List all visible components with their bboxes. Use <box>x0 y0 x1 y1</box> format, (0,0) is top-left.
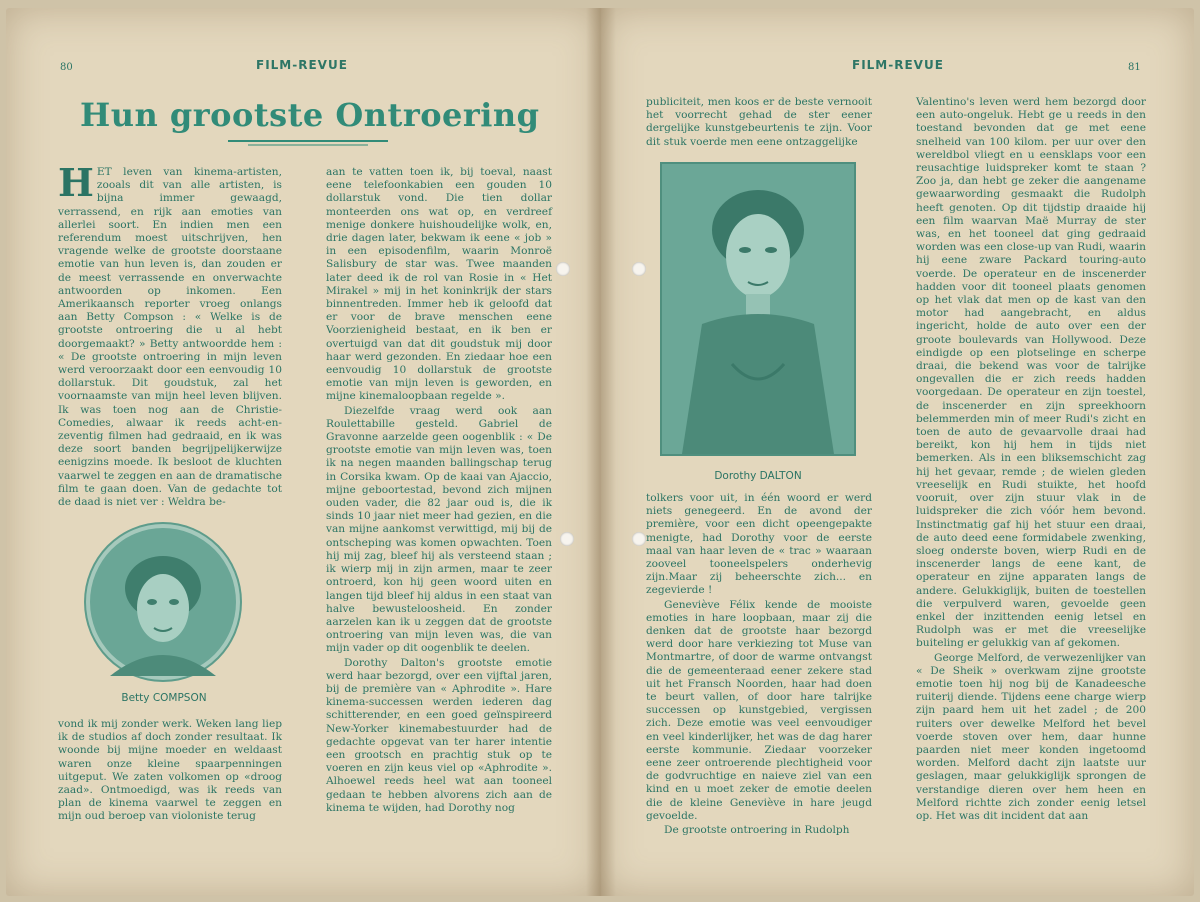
paragraph: Dorothy Dalton's grootste emotie werd haar bezorgd, over een vijftal jaren, bij de première van « Aphrodite ». Hare kinema-successen werden iederen dag schitterender, en een goed geïnspireerd New-Yorker kinemabestuurder had de gedachte opgevat van ter harer intentie een grootsch en prachtig stuk op te voeren en zijn keus viel op «Aphrodite ». Alhoewel reeds heel wat aan tooneel gedaan te hebben alvorens zich aan de kinema te wijden, had Dorothy nog <box>326 656 552 814</box>
drop-cap: H <box>58 160 94 205</box>
paragraph: aan te vatten toen ik, bij toeval, naast eene telefoonkabien een gouden 10 dollarstuk vond. Die tien dollar monteerden ons wat op, en verdreef menige donkere huishoudelijke wolk, en, drie dagen later, bekwam ik eene « job » in een episodenfilm, waarin Monroë Salisbury de star was. Twee maanden later deed ik de rol van Rosie in « Het Mirakel » mij in het koninkrijk der stars binnentreden. Immer heb ik geloofd dat er voor de brave menschen eene Voorzienigheid bestaat, en ik ben er overtuigd van dat dit goudstuk mij door haar werd gezonden. En ziedaar hoe een eenvoudig 10 dollarstuk de grootste emotie van mijn leven is geworden, en mijne kinemaloopbaan regelde ». <box>326 166 552 403</box>
article-title: Hun grootste Ontroering <box>80 96 540 134</box>
left-page-number: 80 <box>60 62 73 73</box>
left-column-1-bottom <box>58 718 282 830</box>
right-column-1-bottom <box>646 492 872 837</box>
right-page-number: 81 <box>1128 62 1141 73</box>
binding-hole <box>556 262 570 276</box>
binding-hole <box>632 262 646 276</box>
paragraph: Valentino's leven werd hem bezorgd door een auto-ongeluk. Hebt ge u reeds in den toestand bevonden dat ge met eene snelheid van 100 kilom. per uur over den wereldbol vliegt en u eensklaps voor een reusachtige luidspreker komt te staan ? Zoo ja, dan hebt ge zeker die aangename gewaarwording gesmaakt die Rudolph heeft genoten. Op dit tijdstip draaide hij een film waarvan Maë Murray de ster was, en het tooneel dat ging gedraaid worden was een close-up van Rudi, waarin hij eene zware Packard touring-auto voerde. De operateur en de inscenerder hadden voor dit tooneel plaats genomen op het vlak dat men op de kast van den motor had aangebracht, en aldus ingericht, holde de auto over een der groote boulevards van Hollywood. Deze eindigde op een plotselinge en scherpe draai, die bekend was voor de talrijke ongevallen die er zich reeds hadden voorgedaan. De operateur en zijn toestel, de inscenerder en zijn spreekhoorn belemmerden min of meer Rudi's zicht en toen de auto de gevaarvolle draai had bereikt, kon hij hem in tijds niet bemerken. Als in een bliksemschicht zag hij het gevaar, remde ; de wielen gleden vreeselijk en Rudi stuikte, het hoofd vooruit, over zijn stuur vlak in de luidspreker die zich vóór hem bevond. Instinctmatig gaf hij het stuur een draai, de auto deed eene formidabele zwenking, sloeg onderste boven, wierp Rudi en de inscenerder langs de eene kant, de operateur en zijne apparaten langs de andere. Gelukkiglijk, buiten de toestellen die verpulverd waren, gevoelde geen enkel der inzittenden eenig letsel en Rudolph was er met die vreeselijke buiteling er gelukkig van af gekomen. <box>916 96 1146 650</box>
paragraph: Geneviève Félix kende de mooiste emoties in hare loopbaan, maar zij die denken dat de grootste haar bezorgd werd door hare verkiezing tot Muse van Montmartre, of door de warme ontvangst die de gemeenteraad eener zekere stad uit het Fransch Noorden, haar had doen te beurt vallen, of door hare talrijke successen op kunstgebied, vergissen zich. Deze emotie was veel eenvoudiger en veel kinderlijker, het was de dag harer eerste kommunie. Ziedaar voorzeker eene zeer ontroerende plechtigheid voor de godvruchtige en naieve ziel van een kind en u moet zeker de emotie deelen die de kleine Geneviève in hare jeugd gevoelde. <box>646 598 872 822</box>
left-running-head: FILM-REVUE <box>256 58 348 72</box>
paragraph: publiciteit, men koos er de beste vernooit het voorrecht gehad de ster eener dergelijke kunstgebeurtenis te zijn. Voor dit stuk voerde men eene ontzaggelijke <box>646 96 872 148</box>
dorothy-dalton-caption: Dorothy DALTON <box>714 470 802 482</box>
paragraph: vond ik mij zonder werk. Weken lang liep ik de studios af doch zonder resultaat. Ik woonde bij mijne moeder en weldaast waren onze kleine spaarpenningen uitgeput. We zaten volkomen op «droog zaad». Ontmoedigd, was ik reeds van plan de kinema vaarwel te zeggen en mijn oud beroep van violoniste terug <box>58 718 282 823</box>
paragraph: ET leven van kinema-artisten, zooals dit van alle artisten, is bijna immer gewaagd, verrassend, en rijk aan emoties van allerlei soort. En indien men een referendum moest uitschrijven, hen vragende welke de grootste doorstaane emotie van hun leven is, dan zouden er de meest verrassende en onverwachte antwoorden op inkomen. Een Amerikaansch reporter vroeg onlangs aan Betty Compson : « Welke is de grootste ontroering die u al hebt doorgemaakt? » Betty antwoordde hem : « De grootste ontroering in mijn leven werd veroorzaakt door een eenvoudig 10 dollarstuk. Dit goudstuk, zal het voornaamste van mijn heel leven blijven. Ik was toen nog aan de Christie-Comedies, alwaar ik reeds acht-en-zeventig filmen had gedraaid, en ik was deze soort banden begrijpelijkerwijze eenigzins moede. Ik besloot de kluchten vaarwel te zeggen en aan de dramatische film te gaan doen. Van de gedachte tot de daad is niet ver : Weldra be- <box>58 166 282 509</box>
binding-hole <box>560 532 574 546</box>
paragraph: George Melford, de verwezenlijker van « De Sheik » overkwam zijne grootste emotie toen hij nog bij de Kanadeesche ruiterij diende. Tijdens eene charge wierp zijn paard hem uit het zadel ; de 200 ruiters over dewelke Melford het bevel voerde stoven over hem, daar hunne paarden niet meer konden ingetoomd worden. Melford dacht zijn laatste uur geslagen, maar gelukkiglijk sprongen de verstandige dieren over hem heen en Melford richtte zich zonder eenig letsel op. Het was dit incident dat aan <box>916 651 1146 822</box>
right-running-head: FILM-REVUE <box>852 58 944 72</box>
paragraph: De grootste ontroering in Rudolph <box>664 824 850 837</box>
left-column-1-top <box>58 160 282 509</box>
title-ornament <box>228 138 388 148</box>
paragraph: tolkers voor uit, in één woord er werd niets genegeerd. En de avond der première, voor een dicht opeengepakte menigte, had Dorothy voor de eerste maal van haar leven de « trac » waaraan zooveel tooneelspelers onderhevig zijn.Maar zij beheerschte zich... en zegevierde ! <box>646 492 872 597</box>
right-column-1-top <box>646 96 872 150</box>
right-column-2 <box>916 96 1146 830</box>
page-gutter <box>586 8 616 896</box>
betty-compson-caption: Betty COMPSON <box>121 692 207 704</box>
betty-compson-photo <box>86 524 240 680</box>
dorothy-dalton-photo <box>660 162 856 456</box>
paragraph: Diezelfde vraag werd ook aan Roulettabille gesteld. Gabriel de Gravonne aarzelde geen oogenblik : « De grootste emotie van mijn leven was, toen ik na negen maanden ballingschap terug in Corsika kwam. Op de kaai van Ajaccio, mijne geboortestad, bevond zich mijnen ouden vader, die 82 jaar oud is, die ik sinds 10 jaar niet meer had gezien, en die van mijne aankomst verwittigd, mij bij de ontscheping was komen opwachten. Toen hij mij zag, bleef hij als versteend staan ; ik wierp mij in zijn armen, maar te zeer ontroerd, kon hij geen woord uiten en langen tijd bleef hij aldus in een staat van halve bewusteloosheid. En zonder aarzelen kan ik u zeggen dat de grootste ontroering van mijn leven was, die van mijn vader op dit oogenblik te deelen. <box>326 404 552 655</box>
left-column-2 <box>326 166 552 830</box>
binding-hole <box>632 532 646 546</box>
